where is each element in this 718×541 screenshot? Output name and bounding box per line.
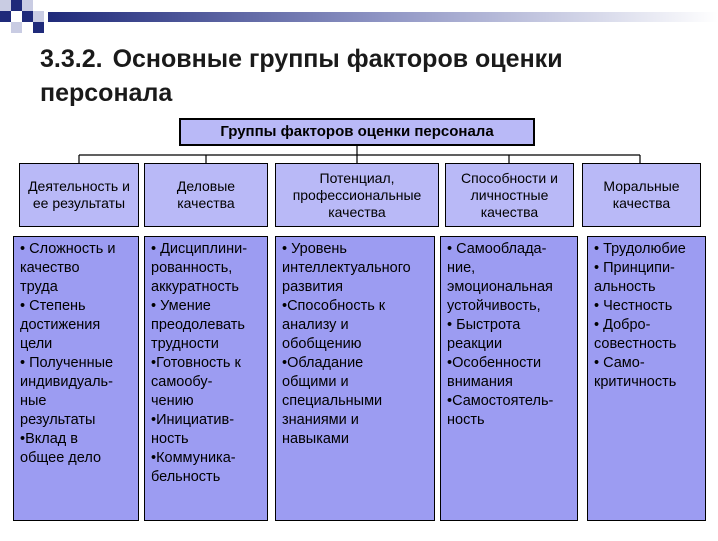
category-box-activity: Деятельность и ее результаты bbox=[19, 163, 139, 227]
detail-line: ность bbox=[151, 431, 189, 447]
detail-box-moral bbox=[587, 236, 706, 521]
root-box: Группы факторов оценки персонала bbox=[179, 118, 535, 146]
title-text: Основные группы факторов оценки персонала bbox=[40, 45, 563, 107]
detail-line: • Сложность и bbox=[20, 241, 116, 257]
detail-line: развития bbox=[282, 279, 344, 295]
detail-line: знаниями и bbox=[282, 412, 359, 428]
detail-line: • Честность bbox=[594, 298, 673, 314]
detail-line: ные bbox=[20, 393, 47, 409]
detail-line: рованность, bbox=[151, 260, 233, 276]
detail-line: альность bbox=[594, 279, 656, 295]
detail-line: самообу- bbox=[151, 374, 213, 390]
detail-box-abilities bbox=[440, 236, 578, 521]
detail-line: • Быстрота bbox=[447, 317, 521, 333]
detail-line: эмоциональная bbox=[447, 279, 553, 295]
category-box-business: Деловые качества bbox=[144, 163, 268, 227]
detail-line: преодолевать bbox=[151, 317, 245, 333]
detail-line: •Инициатив- bbox=[151, 412, 235, 428]
detail-line: общее дело bbox=[20, 450, 102, 466]
detail-line: ние, bbox=[447, 260, 476, 276]
category-box-abilities: Способности и личностные качества bbox=[445, 163, 574, 227]
detail-line: • Принципи- bbox=[594, 260, 675, 276]
detail-line: навыками bbox=[282, 431, 349, 447]
detail-line: • Дисциплини- bbox=[151, 241, 248, 257]
detail-box-business bbox=[144, 236, 268, 521]
detail-line: труда bbox=[20, 279, 58, 295]
detail-line: аккуратность bbox=[151, 279, 239, 295]
detail-line: индивидуаль- bbox=[20, 374, 113, 390]
category-box-potential: Потенциал, профессиональные качества bbox=[275, 163, 439, 227]
detail-line: • Самооблада- bbox=[447, 241, 547, 257]
detail-line: совестность bbox=[594, 336, 677, 352]
detail-line: • Умение bbox=[151, 298, 211, 314]
detail-box-activity bbox=[13, 236, 139, 521]
detail-line: •Особенности bbox=[447, 355, 542, 371]
detail-line: • Трудолюбие bbox=[594, 241, 686, 257]
detail-line: •Вклад в bbox=[20, 431, 78, 447]
detail-line: обобщению bbox=[282, 336, 362, 352]
detail-line: • Уровень bbox=[282, 241, 347, 257]
detail-box-potential bbox=[275, 236, 435, 521]
detail-line: достижения bbox=[20, 317, 101, 333]
detail-line: интеллектуального bbox=[282, 260, 411, 276]
detail-line: •Способность к bbox=[282, 298, 386, 314]
detail-line: чению bbox=[151, 393, 194, 409]
detail-line: результаты bbox=[20, 412, 96, 428]
detail-line: специальными bbox=[282, 393, 383, 409]
detail-line: ность bbox=[447, 412, 485, 428]
detail-line: бельность bbox=[151, 469, 221, 485]
detail-line: • Степень bbox=[20, 298, 86, 314]
detail-line: критичность bbox=[594, 374, 677, 390]
detail-line: •Самостоятель- bbox=[447, 393, 554, 409]
detail-line: •Готовность к bbox=[151, 355, 241, 371]
detail-line: •Обладание bbox=[282, 355, 364, 371]
detail-line: общими и bbox=[282, 374, 349, 390]
detail-line: внимания bbox=[447, 374, 513, 390]
detail-line: • Добро- bbox=[594, 317, 651, 333]
detail-line: • Само- bbox=[594, 355, 645, 371]
detail-line: цели bbox=[20, 336, 53, 352]
section-number: 3.3.2. bbox=[40, 45, 103, 73]
detail-line: • Полученные bbox=[20, 355, 114, 371]
detail-line: трудности bbox=[151, 336, 219, 352]
detail-line: качество bbox=[20, 260, 80, 276]
category-box-moral: Моральные качества bbox=[582, 163, 701, 227]
detail-line: •Коммуника- bbox=[151, 450, 236, 466]
detail-line: устойчивость, bbox=[447, 298, 541, 314]
detail-line: анализу и bbox=[282, 317, 349, 333]
detail-line: реакции bbox=[447, 336, 503, 352]
